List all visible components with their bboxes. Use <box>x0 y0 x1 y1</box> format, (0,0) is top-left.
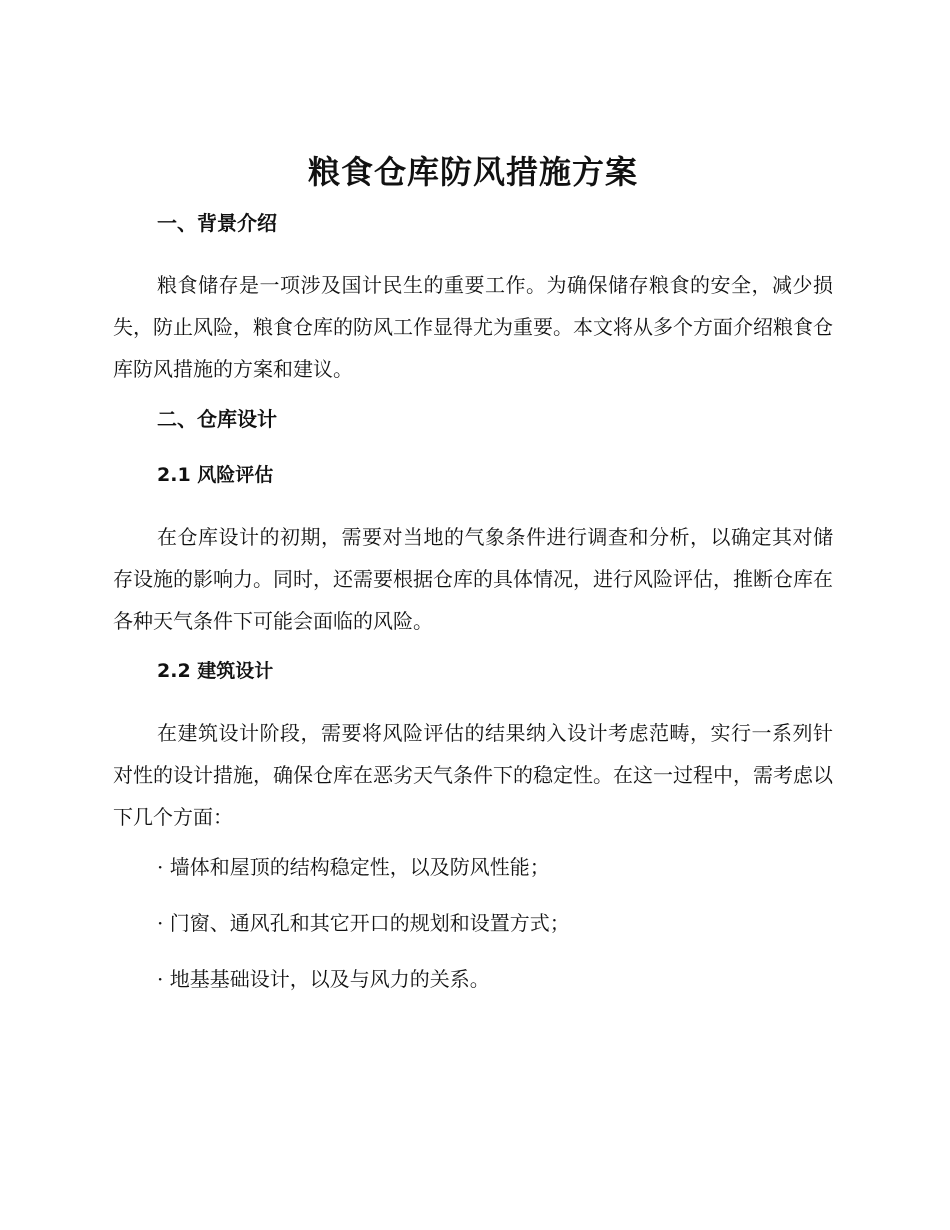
list-item: · 门窗、通风孔和其它开口的规划和设置方式； <box>157 911 570 935</box>
background-paragraph: 粮食储存是一项涉及国计民生的重要工作。为确保储存粮食的安全，减少损失，防止风险，粮食仓库的防风工作显得尤为重要。本文将从多个方面介绍粮食仓库防风措施的方案和建议。 <box>113 273 833 381</box>
section-heading-background: 一、背景介绍 <box>157 211 277 235</box>
list-item: · 地基基础设计，以及与风力的关系。 <box>157 967 490 991</box>
risk-paragraph: 在仓库设计的初期，需要对当地的气象条件进行调查和分析，以确定其对储存设施的影响力。同时，还需要根据仓库的具体情况，进行风险评估，推断仓库在各种天气条件下可能会面临的风险。 <box>113 525 833 633</box>
document-title: 粮食仓库防风措施方案 <box>307 153 638 191</box>
building-paragraph: 在建筑设计阶段，需要将风险评估的结果纳入设计考虑范畴，实行一系列针对性的设计措施，确保仓库在恶劣天气条件下的稳定性。在这一过程中，需考虑以下几个方面： <box>113 721 833 829</box>
section-heading-design: 二、仓库设计 <box>157 407 277 431</box>
subsection-heading-risk: 2.1 风险评估 <box>157 464 274 486</box>
subsection-heading-building: 2.2 建筑设计 <box>157 660 274 682</box>
document-body <box>113 150 833 994</box>
list-item: · 墙体和屋顶的结构稳定性，以及防风性能； <box>157 855 550 879</box>
